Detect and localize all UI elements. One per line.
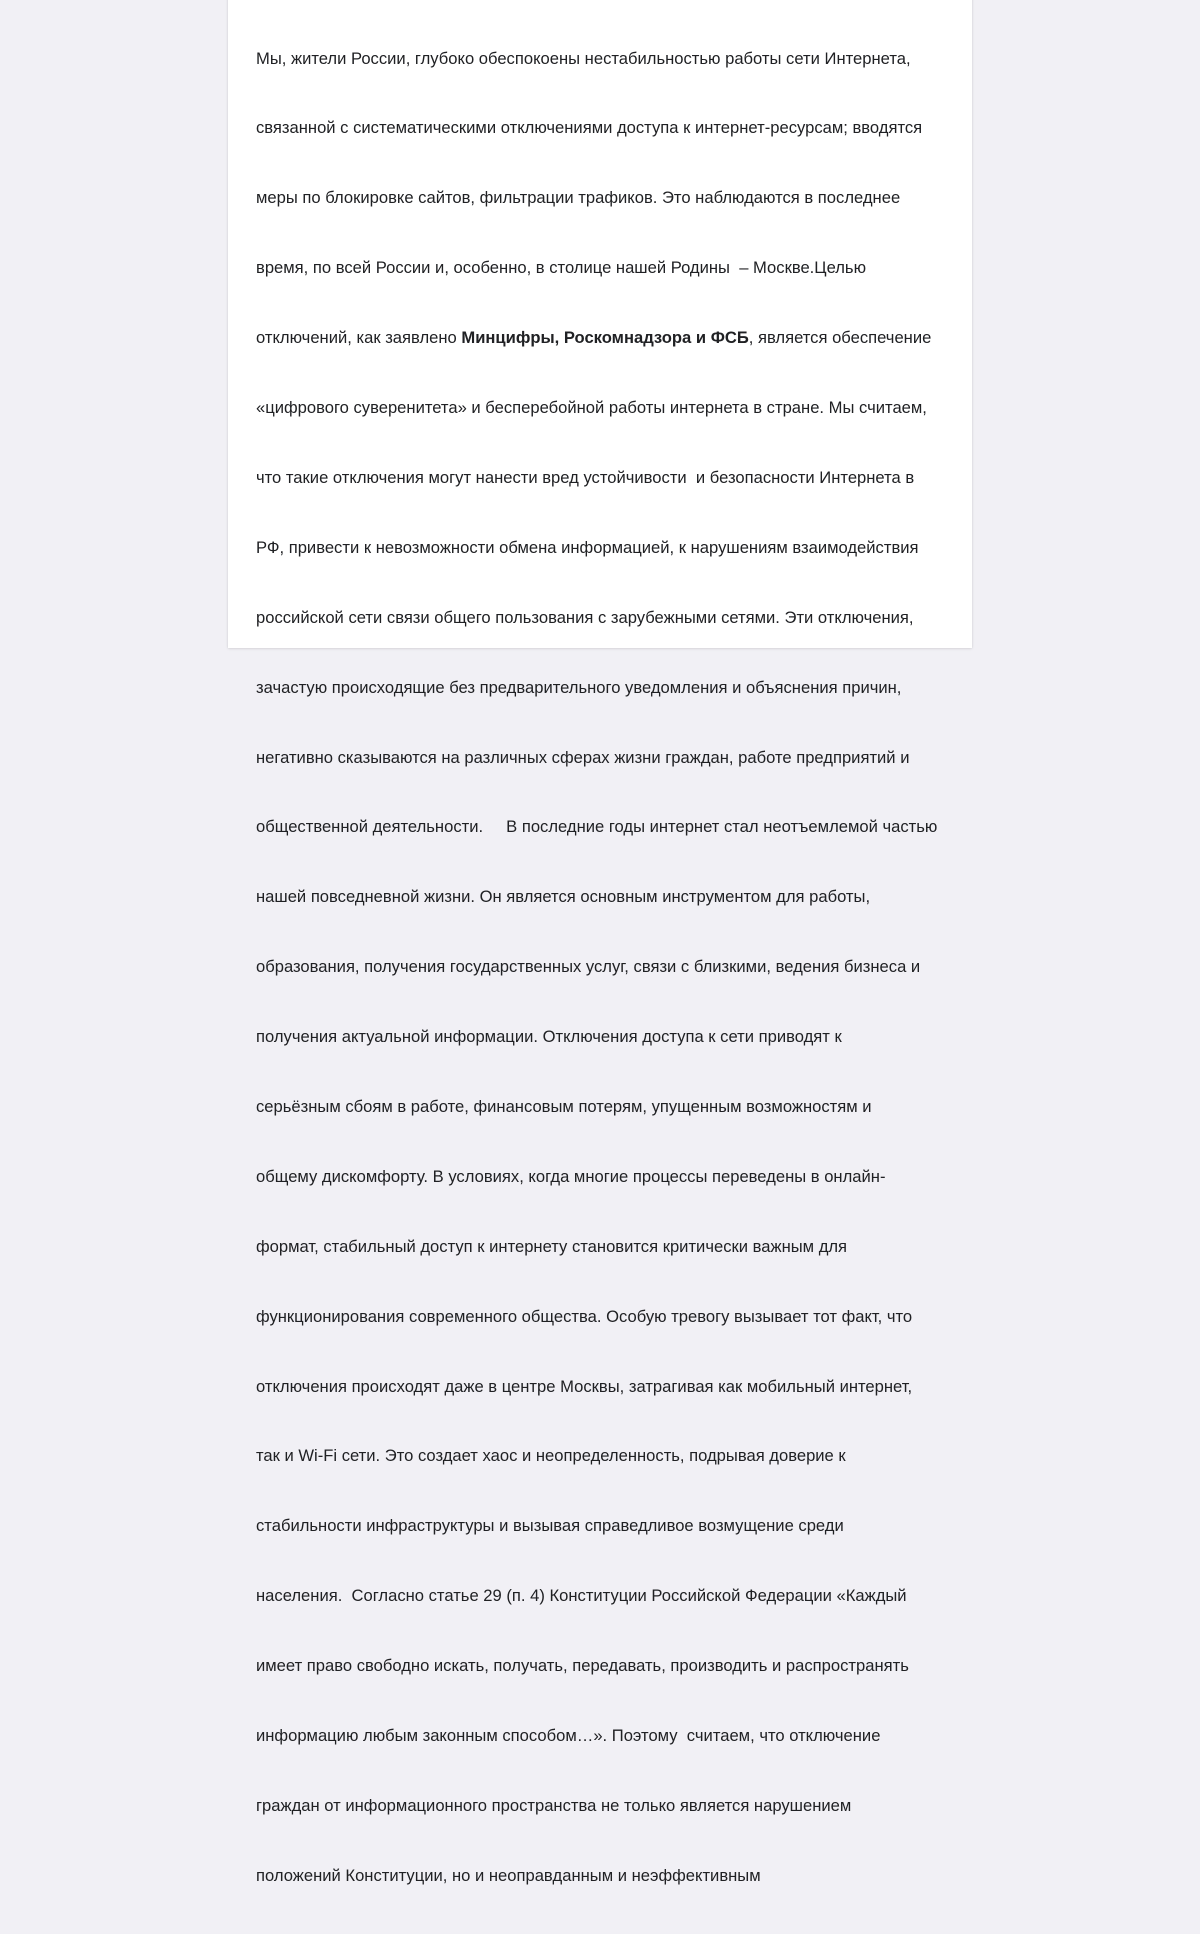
text-line-9: российской сети связи общего пользования с зарубежными сетями. Эти отключения, <box>256 607 914 627</box>
text-line-4: время, по всей России и, особенно, в столице нашей Родины – Москве.Целью <box>256 258 867 278</box>
petition-text <box>256 0 962 1934</box>
text-line-24: имеет право свободно искать, получать, передавать, производить и распространять <box>256 1656 909 1676</box>
text-line-25: информацию любым законным способом…». Поэтому считаем, что отключение <box>256 1725 881 1745</box>
text-line-16: серьёзным сбоям в работе, финансовым потерям, упущенным возможностям и <box>256 1096 872 1116</box>
text-line-6: «цифрового суверенитета» и бесперебойной работы интернета в стране. Мы считаем, <box>256 398 927 418</box>
text-line-12: общественной деятельности. В последние годы интернет стал неотъемлемой частью <box>256 817 938 837</box>
bold-agencies: Минцифры, Роскомнадзора и ФСБ <box>461 328 749 348</box>
text-line-5-end: , является обеспечение <box>748 328 932 348</box>
text-line-19: функционирования современного общества. Особую тревогу вызывает тот факт, что <box>256 1306 913 1326</box>
text-line-3: меры по блокировке сайтов, фильтрации трафиков. Это наблюдаются в последнее <box>256 188 901 208</box>
text-line-13: нашей повседневной жизни. Он является основным инструментом для работы, <box>256 887 871 907</box>
text-line-5-start: отключений, как заявлено <box>256 328 462 348</box>
text-line-22: стабильности инфраструктуры и вызывая справедливое возмущение среди <box>256 1516 844 1536</box>
text-line-23: населения. Согласно статье 29 (п. 4) Конституции Российской Федерации «Каждый <box>256 1586 907 1606</box>
text-line-14: образования, получения государственных услуг, связи с близкими, ведения бизнеса и <box>256 957 921 977</box>
text-line-5 <box>256 326 962 349</box>
text-line-18: формат, стабильный доступ к интернету становится критически важным для <box>256 1236 848 1256</box>
text-line-2: связанной с систематическими отключениями доступа к интернет-ресурсам; вводятся <box>256 118 923 138</box>
text-line-15: получения актуальной информации. Отключения доступа к сети приводят к <box>256 1027 842 1047</box>
text-line-11: негативно сказываются на различных сферах жизни граждан, работе предприятий и <box>256 747 910 767</box>
text-line-20: отключения происходят даже в центре Москвы, затрагивая как мобильный интернет, <box>256 1376 913 1396</box>
text-line-10: зачастую происходящие без предварительного уведомления и объяснения причин, <box>256 677 902 697</box>
text-line-17: общему дискомфорту. В условиях, когда многие процессы переведены в онлайн- <box>256 1166 886 1186</box>
text-line-1: Мы, жители России, глубоко обеспокоены нестабильностью работы сети Интернета, <box>256 48 911 68</box>
text-line-8: РФ, привести к невозможности обмена информацией, к нарушениям взаимодействия <box>256 537 919 557</box>
text-line-7: что такие отключения могут нанести вред устойчивости и безопасности Интернета в <box>256 467 915 487</box>
text-line-27: положений Конституции, но и неоправданным и неэффективным <box>256 1865 761 1885</box>
text-line-26: граждан от информационного пространства не только является нарушением <box>256 1795 852 1815</box>
text-line-21: так и Wi-Fi сети. Это создает хаос и неопределенность, подрывая доверие к <box>256 1446 846 1466</box>
document-sheet <box>228 0 972 1885</box>
